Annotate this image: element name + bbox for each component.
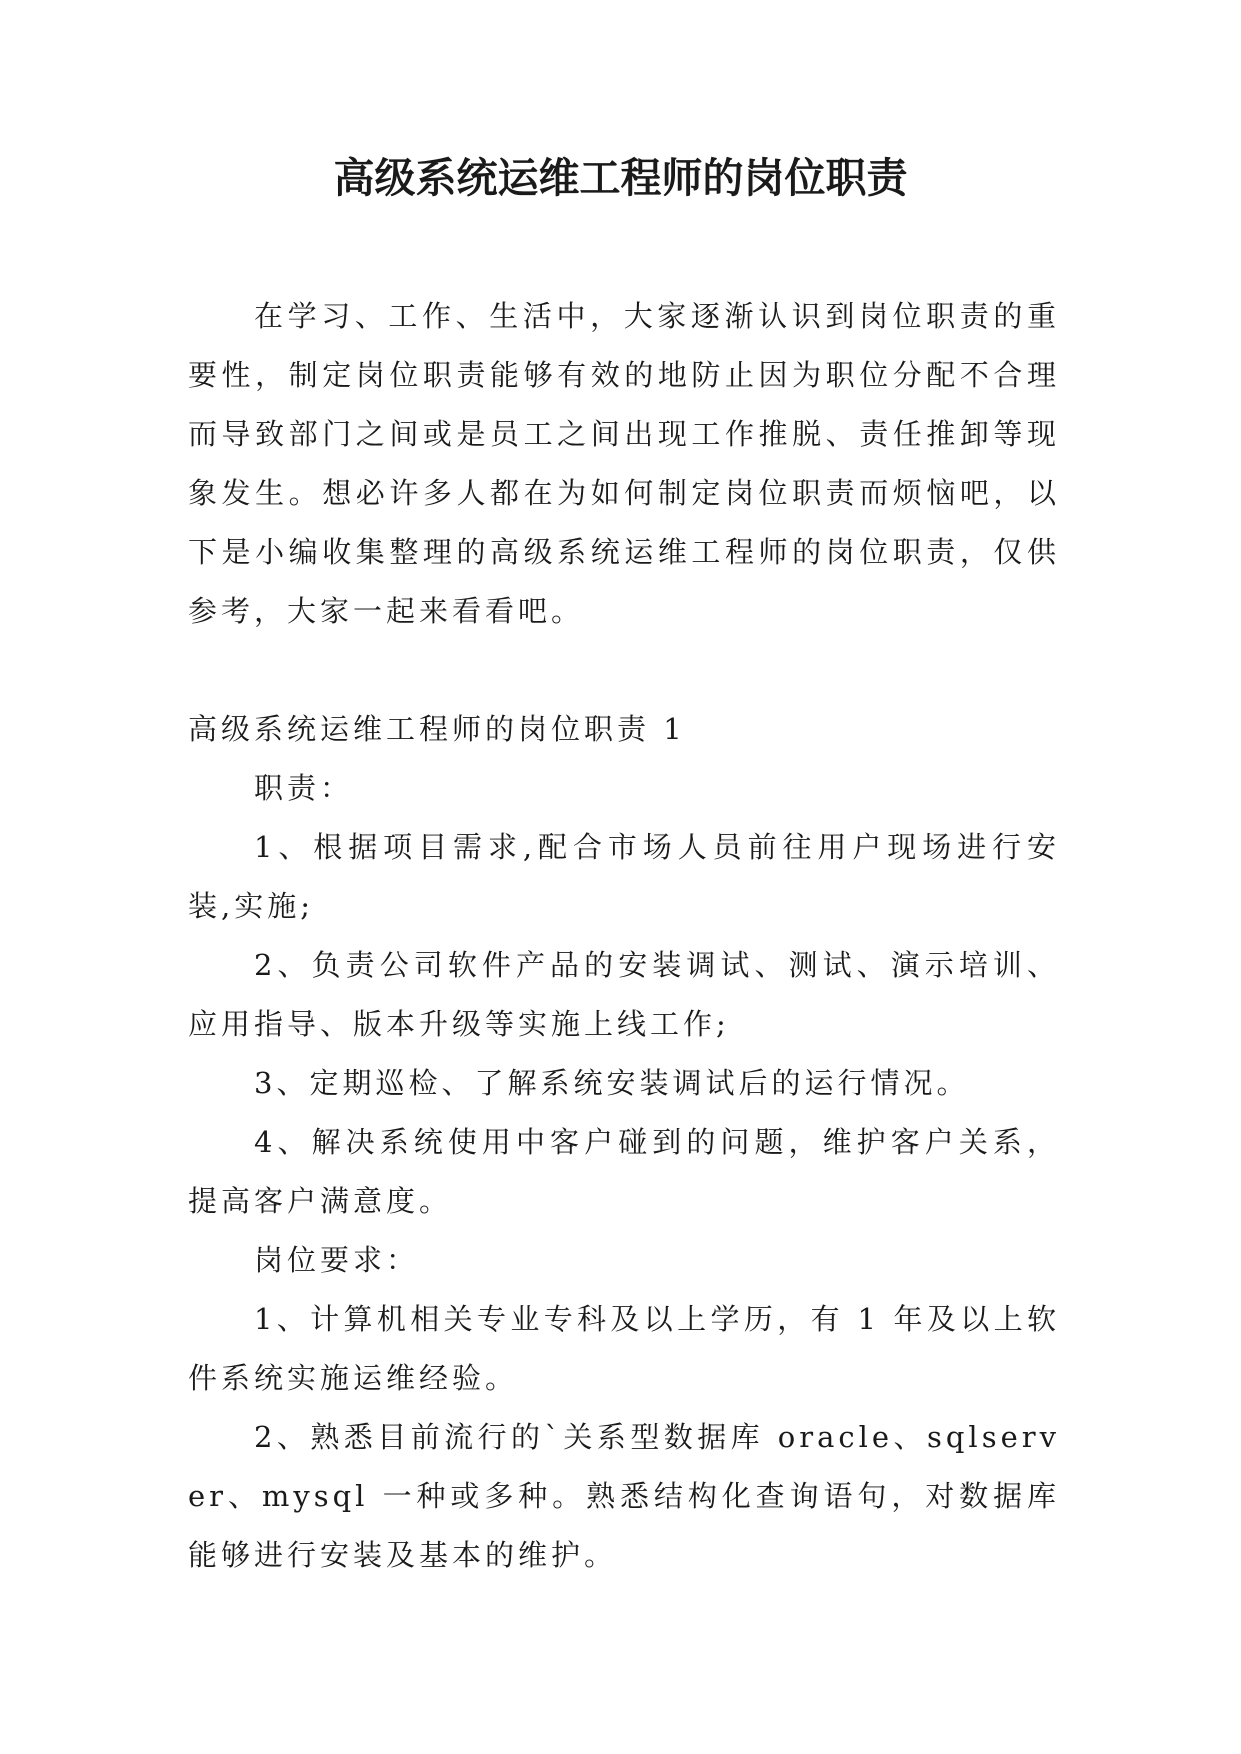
duty-item: 3、定期巡检、了解系统安装调试后的运行情况。	[254, 1066, 970, 1100]
duties-label: 职责：	[254, 771, 354, 805]
document-body	[188, 287, 1060, 1585]
requirements-label: 岗位要求：	[254, 1243, 420, 1277]
requirement-item: 1、计算机相关专业专科及以上学历，有 1 年及以上软件系统实施运维经验。	[188, 1302, 1060, 1395]
intro-paragraph: 在学习、工作、生活中，大家逐渐认识到岗位职责的重要性，制定岗位职责能够有效的地防止因为职位分配不合理而导致部门之间或是员工之间出现工作推脱、责任推卸等现象发生。想必许多人都在为如何制定岗位职责而烦恼吧，以下是小编收集整理的高级系统运维工程师的岗位职责，仅供参考，大家一起来看看吧。	[188, 299, 1060, 628]
paragraph-spacer	[188, 641, 1060, 700]
section-heading: 高级系统运维工程师的岗位职责 1	[188, 712, 686, 746]
document-title: 高级系统运维工程师的岗位职责	[333, 154, 908, 202]
requirement-item: 2、熟悉目前流行的`关系型数据库 oracle、sqlserver、mysql 一种或多种。熟悉结构化查询语句，对数据库能够进行安装及基本的维护。	[188, 1420, 1060, 1572]
duty-item: 2、负责公司软件产品的安装调试、测试、演示培训、应用指导、版本升级等实施上线工作;	[188, 948, 1060, 1041]
duty-item: 4、解决系统使用中客户碰到的问题，维护客户关系，提高客户满意度。	[188, 1125, 1060, 1218]
duty-item: 1、根据项目需求,配合市场人员前往用户现场进行安装,实施;	[188, 830, 1060, 923]
